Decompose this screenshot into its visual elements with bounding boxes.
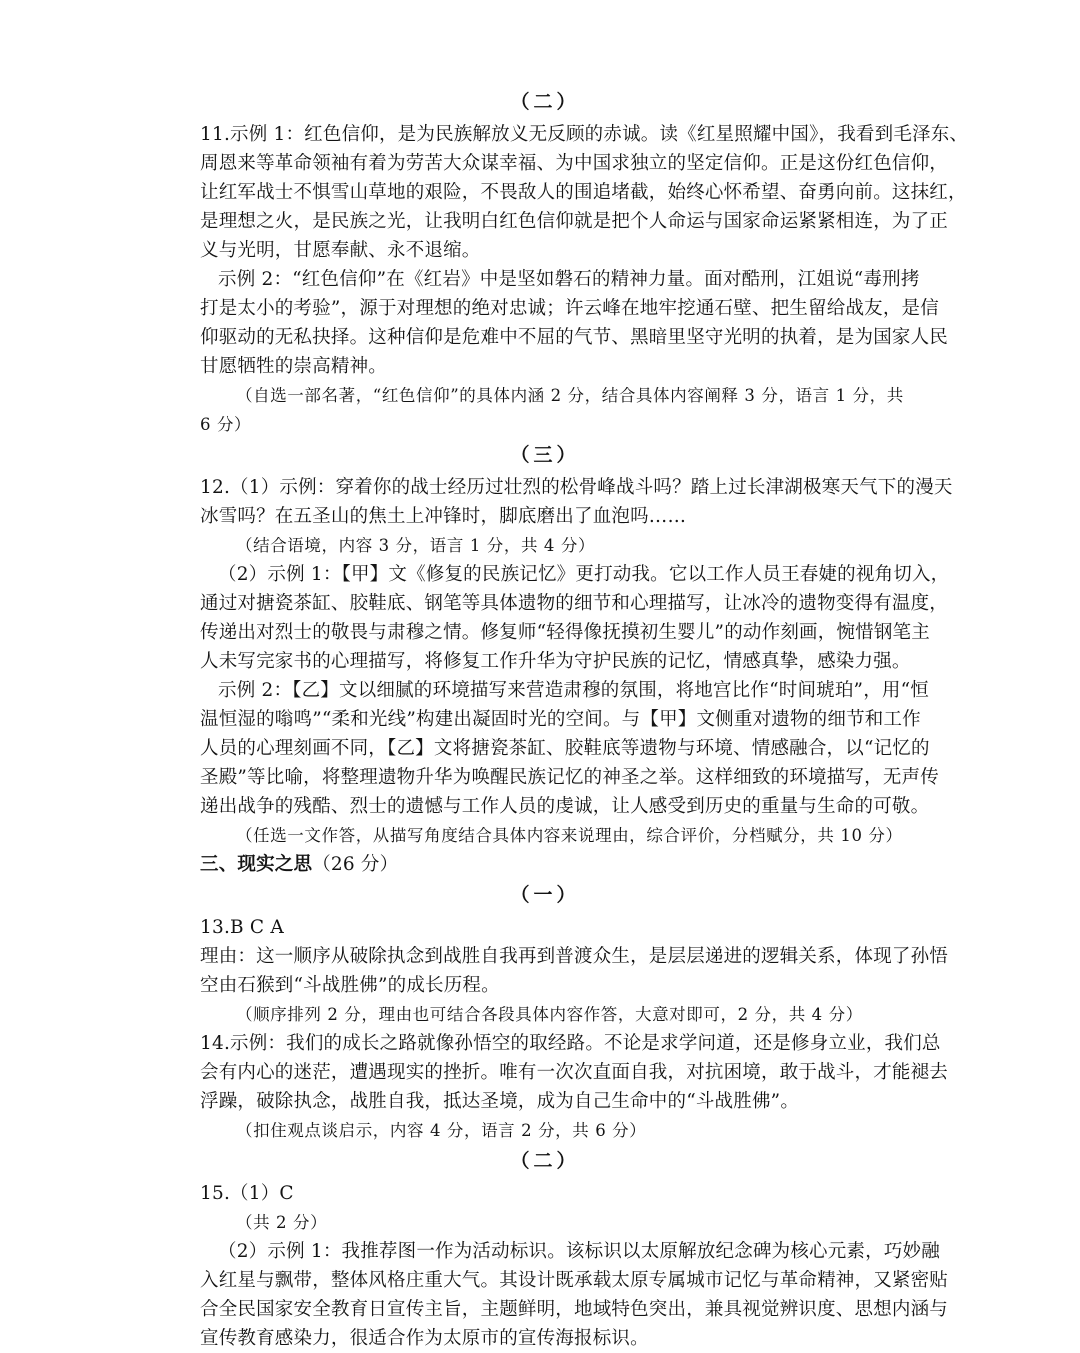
answer-line: （2）示例 1：我推荐图一作为活动标识。该标识以太原解放纪念碑为核心元素，巧妙融 bbox=[218, 1241, 940, 1262]
answer-line: 是理想之火，是民族之光，让我明白红色信仰就是把个人命运与国家命运紧紧相连，为了正 bbox=[200, 211, 949, 232]
scoring-note: 6 分） bbox=[200, 415, 252, 434]
answer-line: 会有内心的迷茫，遭遇现实的挫折。唯有一次次直面自我，对抗困境，敢于战斗，才能褪去 bbox=[200, 1062, 949, 1083]
answer-line: 让红军战士不惧雪山草地的艰险，不畏敌人的围追堵截，始终心怀希望、奋勇向前。这抹红， bbox=[200, 182, 967, 203]
section-subheading: （三） bbox=[510, 444, 580, 466]
answer-line: 打是太小的考验”，源于对理想的绝对忠诚；许云峰在地牢挖通石壁、把生留给战友，是信 bbox=[200, 298, 939, 319]
answer-line: 12.（1）示例：穿着你的战士经历过壮烈的松骨峰战斗吗？踏上过长津湖极寒天气下的漫天 bbox=[200, 477, 953, 498]
scoring-note: （任选一文作答，从描写角度结合具体内容来说理由，综合评价，分档赋分，共 10 分） bbox=[236, 826, 903, 845]
scoring-note: （顺序排列 2 分，理由也可结合各段具体内容作答，大意对即可，2 分，共 4 分） bbox=[236, 1005, 863, 1024]
answer-line: 周恩来等革命领袖有着为劳苦大众谋幸福、为中国求独立的坚定信仰。正是这份红色信仰， bbox=[200, 153, 949, 174]
answer-line: 通过对搪瓷茶缸、胶鞋底、钢笔等具体遗物的细节和心理描写，让冰冷的遗物变得有温度， bbox=[200, 593, 949, 614]
answer-line: 温恒湿的嗡鸣”“柔和光线”构建出凝固时光的空间。与【甲】文侧重对遗物的细节和工作 bbox=[200, 709, 921, 730]
answer-line: 示例 2：“红色信仰”在《红岩》中是坚如磐石的精神力量。面对酷刑，江姐说“毒刑拷 bbox=[218, 269, 920, 290]
section-title bbox=[200, 850, 890, 879]
answer-line: 仰驱动的无私抉择。这种信仰是危难中不屈的气节、黑暗里坚守光明的执着，是为国家人民 bbox=[200, 327, 949, 348]
section-points: （26 分） bbox=[312, 854, 399, 875]
answer-line: 义与光明，甘愿奉献、永不退缩。 bbox=[200, 240, 481, 261]
answer-line: 15.（1）C bbox=[200, 1183, 294, 1204]
section-subheading: （二） bbox=[510, 1150, 580, 1172]
answer-line: 人未写完家书的心理描写，将修复工作升华为守护民族的记忆，情感真挚，感染力强。 bbox=[200, 651, 911, 672]
section-subheading: （一） bbox=[510, 884, 580, 906]
answer-line: 冰雪吗？在五圣山的焦土上冲锋时，脚底磨出了血泡吗…… bbox=[200, 506, 687, 527]
answer-line: 合全民国家安全教育日宣传主旨，主题鲜明，地域特色突出，兼具视觉辨识度、思想内涵与 bbox=[200, 1299, 949, 1320]
answer-line: 11.示例 1：红色信仰，是为民族解放义无反顾的赤诚。读《红星照耀中国》，我看到毛泽东、 bbox=[200, 124, 969, 145]
answer-line: 示例 2：【乙】文以细腻的环境描写来营造肃穆的氛围，将地宫比作“时间琥珀”，用“恒 bbox=[218, 680, 929, 701]
answer-line: 宣传教育感染力，很适合作为太原市的宣传海报标识。 bbox=[200, 1328, 649, 1349]
answer-line: 递出战争的残酷、烈士的遗憾与工作人员的虔诚，让人感受到历史的重量与生命的可敬。 bbox=[200, 796, 930, 817]
answer-line: 理由：这一顺序从破除执念到战胜自我再到普渡众生，是层层递进的逻辑关系，体现了孙悟 bbox=[200, 946, 949, 967]
answer-line: 13.B C A bbox=[200, 917, 284, 938]
answer-line: 14.示例：我们的成长之路就像孙悟空的取经路。不论是求学问道，还是修身立业，我们总 bbox=[200, 1033, 941, 1054]
scoring-note: （共 2 分） bbox=[236, 1213, 328, 1232]
answer-line: 圣殿”等比喻，将整理遗物升华为唤醒民族记忆的神圣之举。这样细致的环境描写，无声传 bbox=[200, 767, 939, 788]
answer-line: 入红星与飘带，整体风格庄重大气。其设计既承载太原专属城市记忆与革命精神，又紧密贴 bbox=[200, 1270, 949, 1291]
scoring-note: （自选一部名著，“红色信仰”的具体内涵 2 分，结合具体内容阐释 3 分，语言 1 分，共 bbox=[236, 386, 904, 405]
answer-line: 甘愿牺牲的崇高精神。 bbox=[200, 356, 388, 377]
scoring-note: （扣住观点谈启示，内容 4 分，语言 2 分，共 6 分） bbox=[236, 1121, 647, 1140]
answer-line: 浮躁，破除执念，战胜自我，抵达圣境，成为自己生命中的“斗战胜佛”。 bbox=[200, 1091, 800, 1112]
section-subheading: （二） bbox=[510, 91, 580, 113]
scoring-note: （结合语境，内容 3 分，语言 1 分，共 4 分） bbox=[236, 536, 596, 555]
answer-line: 空由石猴到“斗战胜佛”的成长历程。 bbox=[200, 975, 500, 996]
answer-sheet-page bbox=[200, 86, 969, 1353]
answer-line: （2）示例 1：【甲】文《修复的民族记忆》更打动我。它以工作人员王春婕的视角切入， bbox=[218, 564, 950, 585]
answer-line: 人员的心理刻画不同，【乙】文将搪瓷茶缸、胶鞋底等遗物与环境、情感融合，以“记忆的 bbox=[200, 738, 930, 759]
section-title-text: 三、现实之思 bbox=[200, 854, 313, 875]
answer-line: 传递出对烈士的敬畏与肃穆之情。修复师“轻得像抚摸初生婴儿”的动作刻画，惋惜钢笔主 bbox=[200, 622, 930, 643]
